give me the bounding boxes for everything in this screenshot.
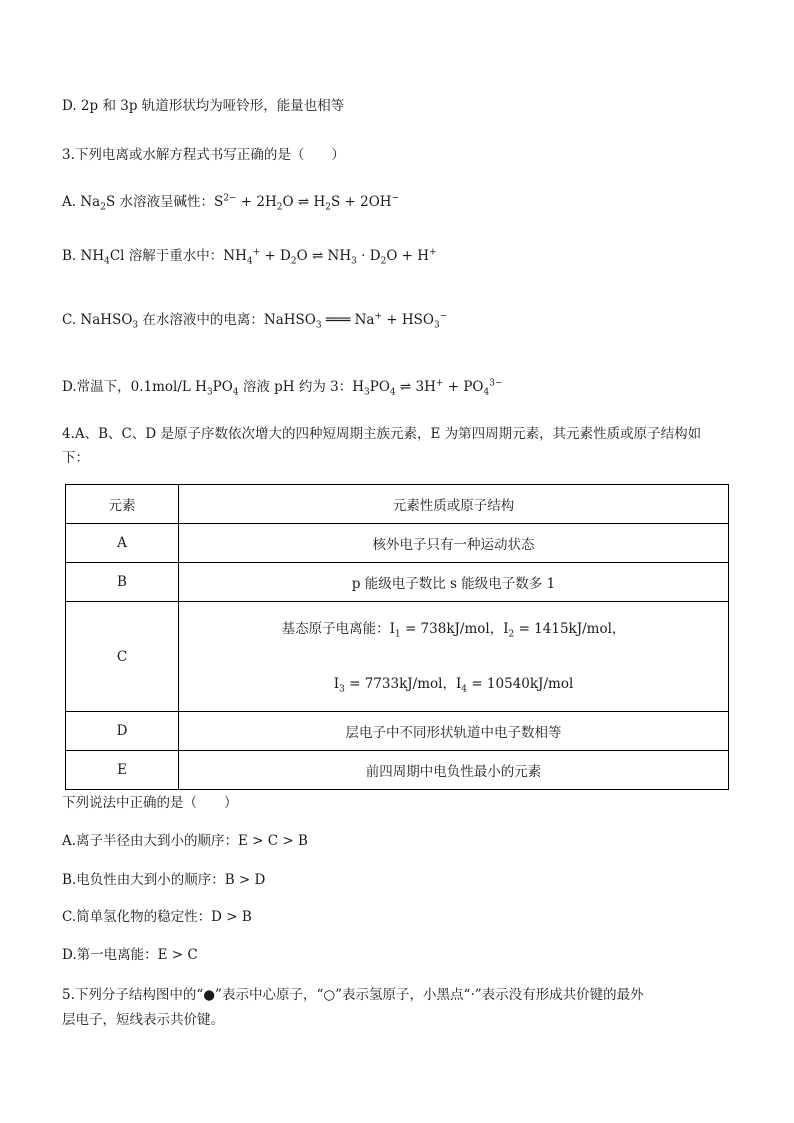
q4-question: 下列说法中正确的是（ ） [62, 795, 238, 811]
q2-option-d: D. 2p 和 3p 轨道形状均为哑铃形，能量也相等 [62, 98, 345, 114]
row-element: A [66, 524, 179, 563]
q5-stem-line-2: 层电子，短线表示共价键。 [62, 1012, 224, 1028]
row-element: C [66, 602, 179, 712]
row-description: 前四周期中电负性最小的元素 [179, 751, 729, 790]
table-row [66, 563, 729, 602]
row-description: 核外电子只有一种运动状态 [179, 524, 729, 563]
row-element: E [66, 751, 179, 790]
q4-stem-line-1: 4.A、B、C、D 是原子序数依次增大的四种短周期主族元素，E 为第四周期元素，其元素性质或原子结构如 [62, 426, 702, 442]
q3-option-a: A. $Na_2S$ 水溶液呈碱性：$S^{2-} + 2H_2O$ ⇌ $H_2S + 2OH^-$ [62, 193, 400, 213]
row-description [179, 602, 729, 712]
q5-stem-line-1: 5.下列分子结构图中的“●”表示中心原子，“○”表示氢原子，小黑点“·”表示没有形成共价键的最外 [62, 987, 644, 1003]
row-description: 层电子中不同形状轨道中电子数相等 [179, 712, 729, 751]
q4-stem-line-2: 下： [62, 450, 89, 466]
row-element: D [66, 712, 179, 751]
q3-option-c: C. NaHSO$_3$ 在水溶液中的电离：NaHSO$_3$ ═══ $Na^+ + HSO_3^-$ [62, 311, 448, 331]
q4-option-c: C.简单氢化物的稳定性：D > B [62, 909, 252, 925]
q4-option-d: D.第一电离能：E > C [62, 947, 198, 963]
row-element: B [66, 563, 179, 602]
q3-option-b: B. $NH_4Cl$ 溶解于重水中：$NH_4^+ + D_2O$ ⇌ $NH_3 \cdot D_2O + H^+$ [62, 247, 437, 267]
q3-title: 3.下列电离或水解方程式书写正确的是（ ） [62, 147, 345, 163]
q4-option-a: A.离子半径由大到小的顺序：E > C > B [62, 833, 308, 849]
table-row [66, 602, 729, 712]
table-header-row [66, 485, 729, 524]
q4-option-b: B.电负性由大到小的顺序：B > D [62, 872, 266, 888]
header-properties: 元素性质或原子结构 [179, 485, 729, 524]
header-element: 元素 [66, 485, 179, 524]
ionization-energy-line-2: $I_3 = 7733kJ/mol$，$I_4 = 10540kJ/mol$ [333, 676, 574, 695]
row-description: p 能级电子数比 s 能级电子数多 1 [179, 563, 729, 602]
table-row [66, 751, 729, 790]
element-properties-table [65, 484, 729, 790]
table-row [66, 712, 729, 751]
ionization-energy-line-1: 基态原子电离能：$I_1 = 738kJ/mol$，$I_2 = 1415kJ/mol$， [281, 621, 626, 640]
table-row [66, 524, 729, 563]
q3-option-d: D.常温下，0.1mol/L $H_3PO_4$ 溶液 pH 约为 3：$H_3PO_4$ ⇌ $3H^+ + PO_4^{3-}$ [62, 378, 503, 398]
